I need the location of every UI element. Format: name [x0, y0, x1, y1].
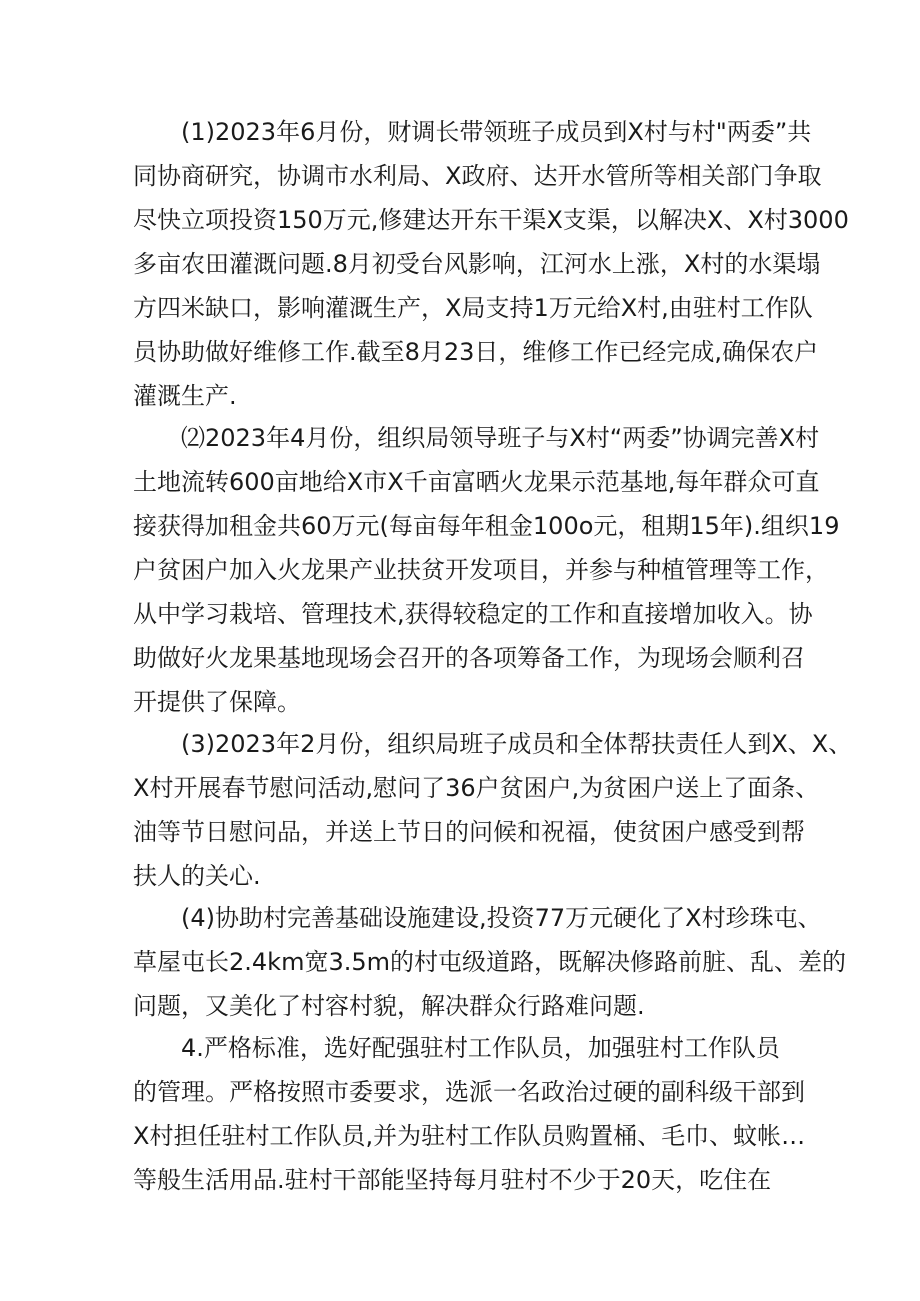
- paragraph-line: 油等节日慰问品，并送上节日的问候和祝福，使贫困户感受到帮: [133, 818, 805, 846]
- paragraph-line: X村开展春节慰问活动,慰问了36户贫困户,为贫困户送上了面条、: [133, 774, 820, 802]
- paragraph-line: 的管理。严格按照市委要求，选派一名政治过硬的副科级干部到: [133, 1078, 805, 1106]
- paragraph-line: 尽快立项投资150万元,修建达开东干渠X支渠，以解决X、X村3000: [133, 206, 849, 234]
- paragraph-line: 户贫困户加入火龙果产业扶贫开发项目，并参与种植管理等工作，: [133, 556, 829, 584]
- paragraph-line: 草屋屯长2.4km宽3.5m的村屯级道路，既解决修路前脏、乱、差的: [133, 948, 846, 976]
- paragraph-line: 等般生活用品.驻村干部能坚持每月驻村不少于20天，吃住在: [133, 1166, 772, 1194]
- paragraph-line: 同协商研究，协调市水利局、X政府、达开水管所等相关部门争取: [133, 162, 822, 190]
- paragraph-line: 从中学习栽培、管理技术,获得较稳定的工作和直接增加收入。协: [133, 600, 813, 628]
- paragraph-line: 接获得加租金共60万元(每亩每年租金100o元，租期15年).组织19: [133, 512, 840, 540]
- paragraph-line: (3)2023年2月份，组织局班子成员和全体帮扶责任人到X、X、: [181, 730, 853, 758]
- paragraph-line: 开提供了保障。: [133, 688, 301, 716]
- paragraph-line: (4)协助村完善基础设施建设,投资77万元硬化了X村珍珠屯、: [181, 904, 822, 932]
- paragraph-line: 方四米缺口，影响灌溉生产，X局支持1万元给X村,由驻村工作队: [133, 294, 813, 322]
- paragraph-line: 扶人的关心.: [133, 862, 261, 890]
- paragraph-line: 土地流转600亩地给X市X千亩富晒火龙果示范基地,每年群众可直: [133, 468, 820, 496]
- paragraph-line: 灌溉生产.: [133, 382, 237, 410]
- paragraph-line: 员协助做好维修工作.截至8月23日，维修工作已经完成,确保农户: [133, 338, 819, 366]
- paragraph-line: 多亩农田灌溉问题.8月初受台风影响，江河水上涨，X村的水渠塌: [133, 250, 821, 278]
- paragraph-line: X村担任驻村工作队员,并为驻村工作队员购置桶、毛巾、蚊帐…: [133, 1122, 806, 1150]
- paragraph-line: 助做好火龙果基地现场会召开的各项筹备工作，为现场会顺利召: [133, 644, 805, 672]
- paragraph-line: ⑵2023年4月份，组织局领导班子与X村“两委”协调完善X村: [181, 424, 820, 452]
- paragraph-line: (1)2023年6月份，财调长带领班子成员到X村与村"两委”共: [181, 118, 812, 146]
- paragraph-line: 问题，又美化了村容村貌，解决群众行路难问题.: [133, 992, 645, 1020]
- paragraph-line: 4.严格标准，选好配强驻村工作队员，加强驻村工作队员: [181, 1034, 780, 1062]
